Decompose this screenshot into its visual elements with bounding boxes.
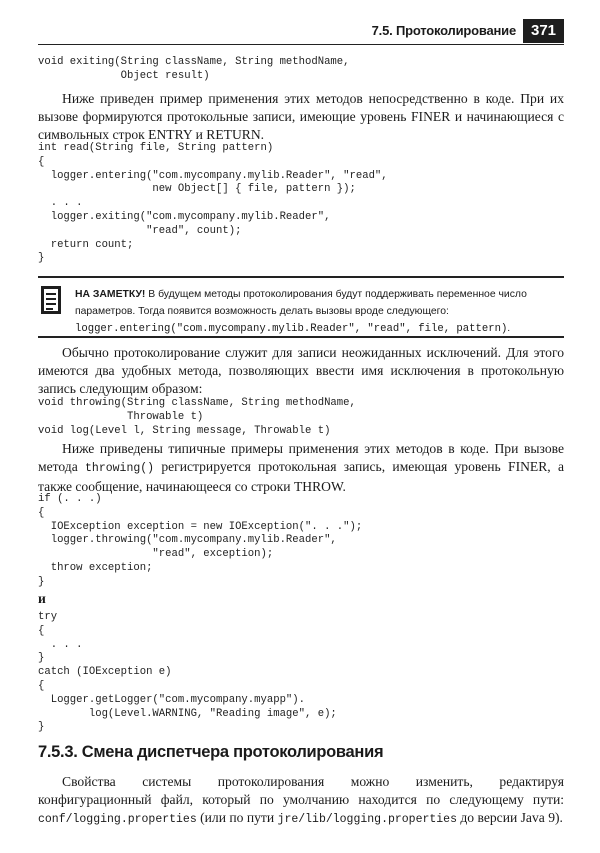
note-code: logger.entering("com.mycompany.mylib.Reader", "read", file, pattern) [75, 323, 508, 335]
note-rule-bottom [38, 336, 564, 338]
code-block-if: if (. . .) { IOException exception = new IOException(". . ."); logger.throwing("com.mycompany.mylib.Reader", "read", exception); throw exception; } [38, 493, 363, 588]
code-block-throwing: void throwing(String className, String methodName, Throwable t) void log(Level l, String message, Throwable t) [38, 397, 356, 437]
conjunction-and: и [38, 591, 46, 606]
running-title: 7.5. Протоколирование [371, 23, 516, 38]
note-text [75, 286, 564, 338]
note-label: НА ЗАМЕТКУ! [75, 289, 146, 300]
note-rule-top [38, 276, 564, 278]
code-block-read: int read(String file, String pattern) { logger.entering("com.mycompany.mylib.Reader", "read", new Object[] { file, pattern }); . . . logger.exiting("com.mycompany.mylib.Reader", "read", count); return count; } [38, 142, 388, 265]
paragraph-config: Свойства системы протоколирования можно изменить, редактируя конфигурационный файл, который по умолчанию находится по следующему пути: conf/logging.properties (или по пути jre/lib/logging.properties до версии Java 9). [38, 774, 564, 826]
header-rule [38, 44, 564, 45]
paragraph-exceptions: Обычно протоколирование служит для записи неожиданных исключений. Для этого имеются два удобных метода, позволяющих ввести имя исключения в протокольную запись следующим образом: [38, 345, 564, 396]
inline-code-jre-path: jre/lib/logging.properties [277, 813, 457, 826]
note-icon [40, 285, 62, 315]
paragraph-usage-example: Ниже приведен пример применения этих методов непосредственно в коде. При их вызове формируются протокольные записи, имеющие уровень FINER и начинающиеся с символьных строк ENTRY и RETURN. [38, 91, 564, 142]
section-heading: 7.5.3. Смена диспетчера протоколирования [38, 743, 384, 761]
note-body: В будущем методы протоколирования будут поддерживать переменное число параметров. Тогда появится возможность делать вызовы вроде следующего: [75, 289, 527, 317]
note-end: . [507, 323, 511, 334]
page-number: 371 [523, 19, 564, 43]
inline-code-throwing: throwing() [85, 462, 155, 475]
code-block-try: try { . . . } catch (IOException e) { Logger.getLogger("com.mycompany.myapp"). log(Level.WARNING, "Reading image", e); } [38, 611, 337, 734]
inline-code-conf-path: conf/logging.properties [38, 813, 197, 826]
paragraph-typical-examples: Ниже приведены типичные примеры применения этих методов в коде. При вызове метода throwing() регистрируется протокольная запись, имеющая уровень FINER, а также сообщение, начинающееся со строки THROW. [38, 441, 564, 494]
code-block-exiting: void exiting(String className, String methodName, Object result) [38, 56, 350, 82]
